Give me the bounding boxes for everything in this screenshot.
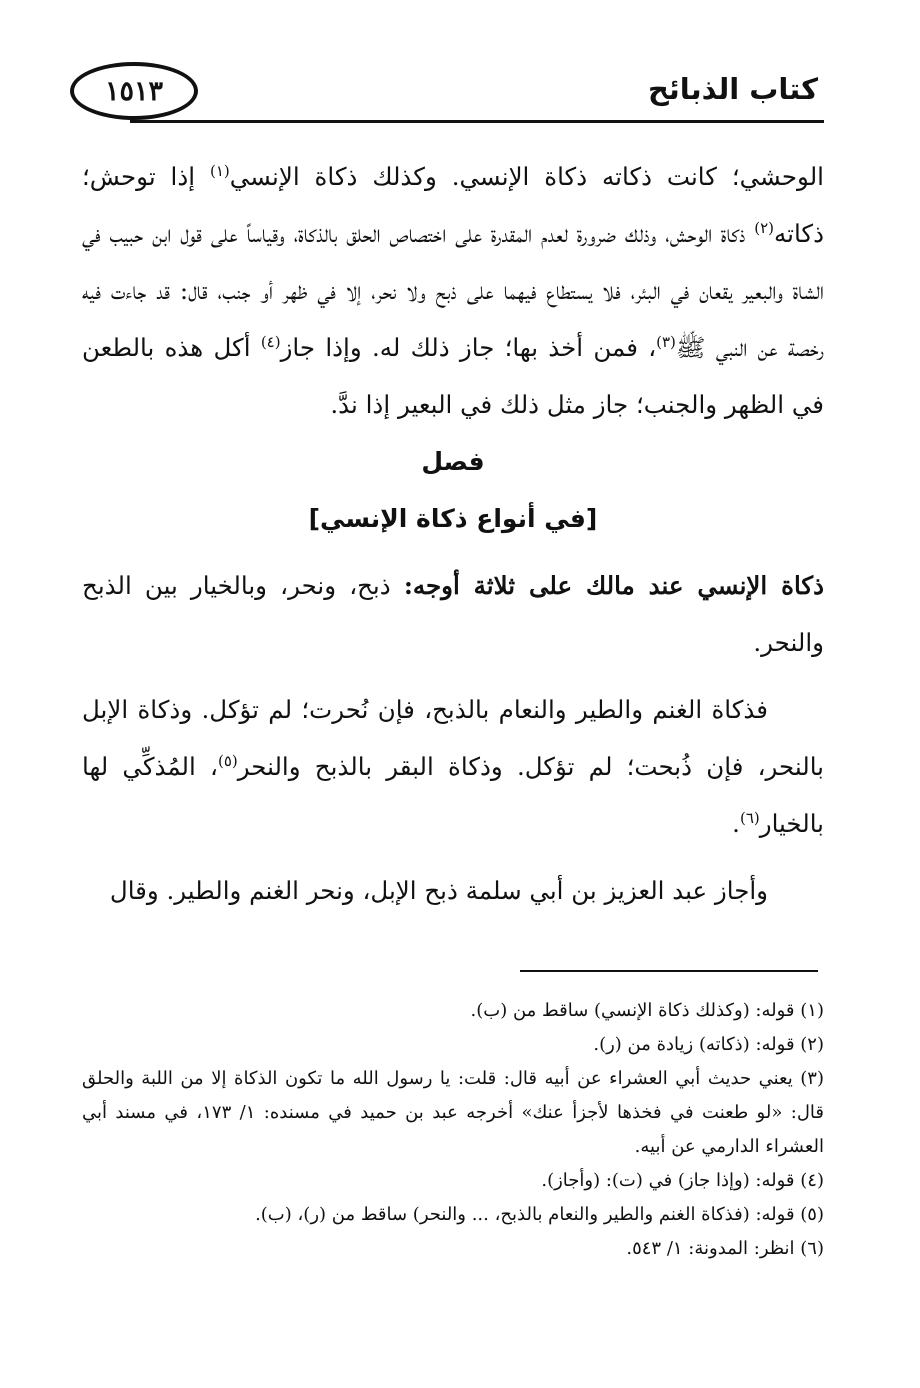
footnote-separator <box>520 970 818 972</box>
footnote-ref-1[interactable]: (١) <box>209 161 230 180</box>
paragraph-3: فذكاة الغنم والطير والنعام بالذبح، فإن نُحرت؛ لم تؤكل. وذكاة الإبل بالنحر، فإن ذُبحت؛ لم تؤكل. وذكاة البقر بالذبح والنحر$^{(٥)}$، المُذكِّي لها بالخيار$^{(٦)}$. <box>82 695 824 838</box>
page-number-badge: ١٥١٣ <box>70 62 198 120</box>
footnotes <box>82 994 824 1266</box>
footnote-ref-6[interactable]: (٦) <box>739 808 760 827</box>
footnote-ref-3[interactable]: (٣) <box>656 332 676 351</box>
main-text <box>82 148 824 919</box>
footnote-5: (٥) قوله: (فذكاة الغنم والطير والنعام بالذبح، ... والنحر) ساقط من (ر)، (ب). <box>255 1204 824 1225</box>
footnote-2: (٢) قوله: (ذكاته) زيادة من (ر). <box>593 1034 824 1055</box>
footnote-4: (٤) قوله: (وإذا جاز) في (ت): (وأجاز). <box>541 1170 824 1191</box>
paragraph-1: الوحشي؛ كانت ذكاته ذكاة الإنسي. وكذلك ذكاة الإنسي$^{(١)}$ إذا توحش؛ ذكاته$^{(٢)}$ ذكاة الوحش، وذلك ضرورة لعدم المقدرة على اختصاص الحلق بالذكاة، وقياساً على قول ابن حبيب في الشاة والبعير يقعان في البئر، فلا يستطاع فيهما على ذبح ولا نحر، إلا في ظهر أو جنب، قال: قد جاءت فيه رخصة عن النبي ﷺ$^{(٣)}$، فمن أخذ بها؛ جاز ذلك له. وإذا جاز$^{(٤)}$ أكل هذه بالطعن في الظهر والجنب؛ جاز مثل ذلك في البعير إذا ندَّ. <box>82 161 824 419</box>
footnote-1: (١) قوله: (وكذلك ذكاة الإنسي) ساقط من (ب). <box>470 1000 824 1021</box>
header-rule <box>130 120 824 123</box>
running-title: كتاب الذبائح <box>648 72 818 106</box>
footnote-6: (٦) انظر: المدونة: ١/ ٥٤٣. <box>626 1238 824 1259</box>
footnote-ref-5[interactable]: (٥) <box>217 751 238 770</box>
paragraph-4: وأجاز عبد العزيز بن أبي سلمة ذبح الإبل، ونحر الغنم والطير. وقال <box>109 876 768 905</box>
footnote-3: (٣) يعني حديث أبي العشراء عن أبيه قال: قلت: يا رسول الله ما تكون الذكاة إلا من اللبة والحلق قال: «لو طعنت في فخذها لأجزأ عنك» أخرجه عبد بن حميد في مسنده: ١/ ١٧٣، في مسند أبي العشراء الدارمي عن أبيه. <box>82 1068 824 1157</box>
section-subtitle: [في أنواع ذكاة الإنسي] <box>308 504 598 533</box>
footnote-ref-4[interactable]: (٤) <box>260 332 281 351</box>
paragraph-2: ذكاة الإنسي عند مالك على ثلاثة أوجه: ذبح، ونحر، وبالخيار بين الذبح والنحر. <box>82 571 824 657</box>
paragraph-2-lead: ذكاة الإنسي عند مالك على ثلاثة أوجه: <box>403 571 824 600</box>
footnote-ref-2[interactable]: (٢) <box>754 218 774 237</box>
section-title: فصل <box>421 447 485 476</box>
page-header <box>70 58 824 128</box>
